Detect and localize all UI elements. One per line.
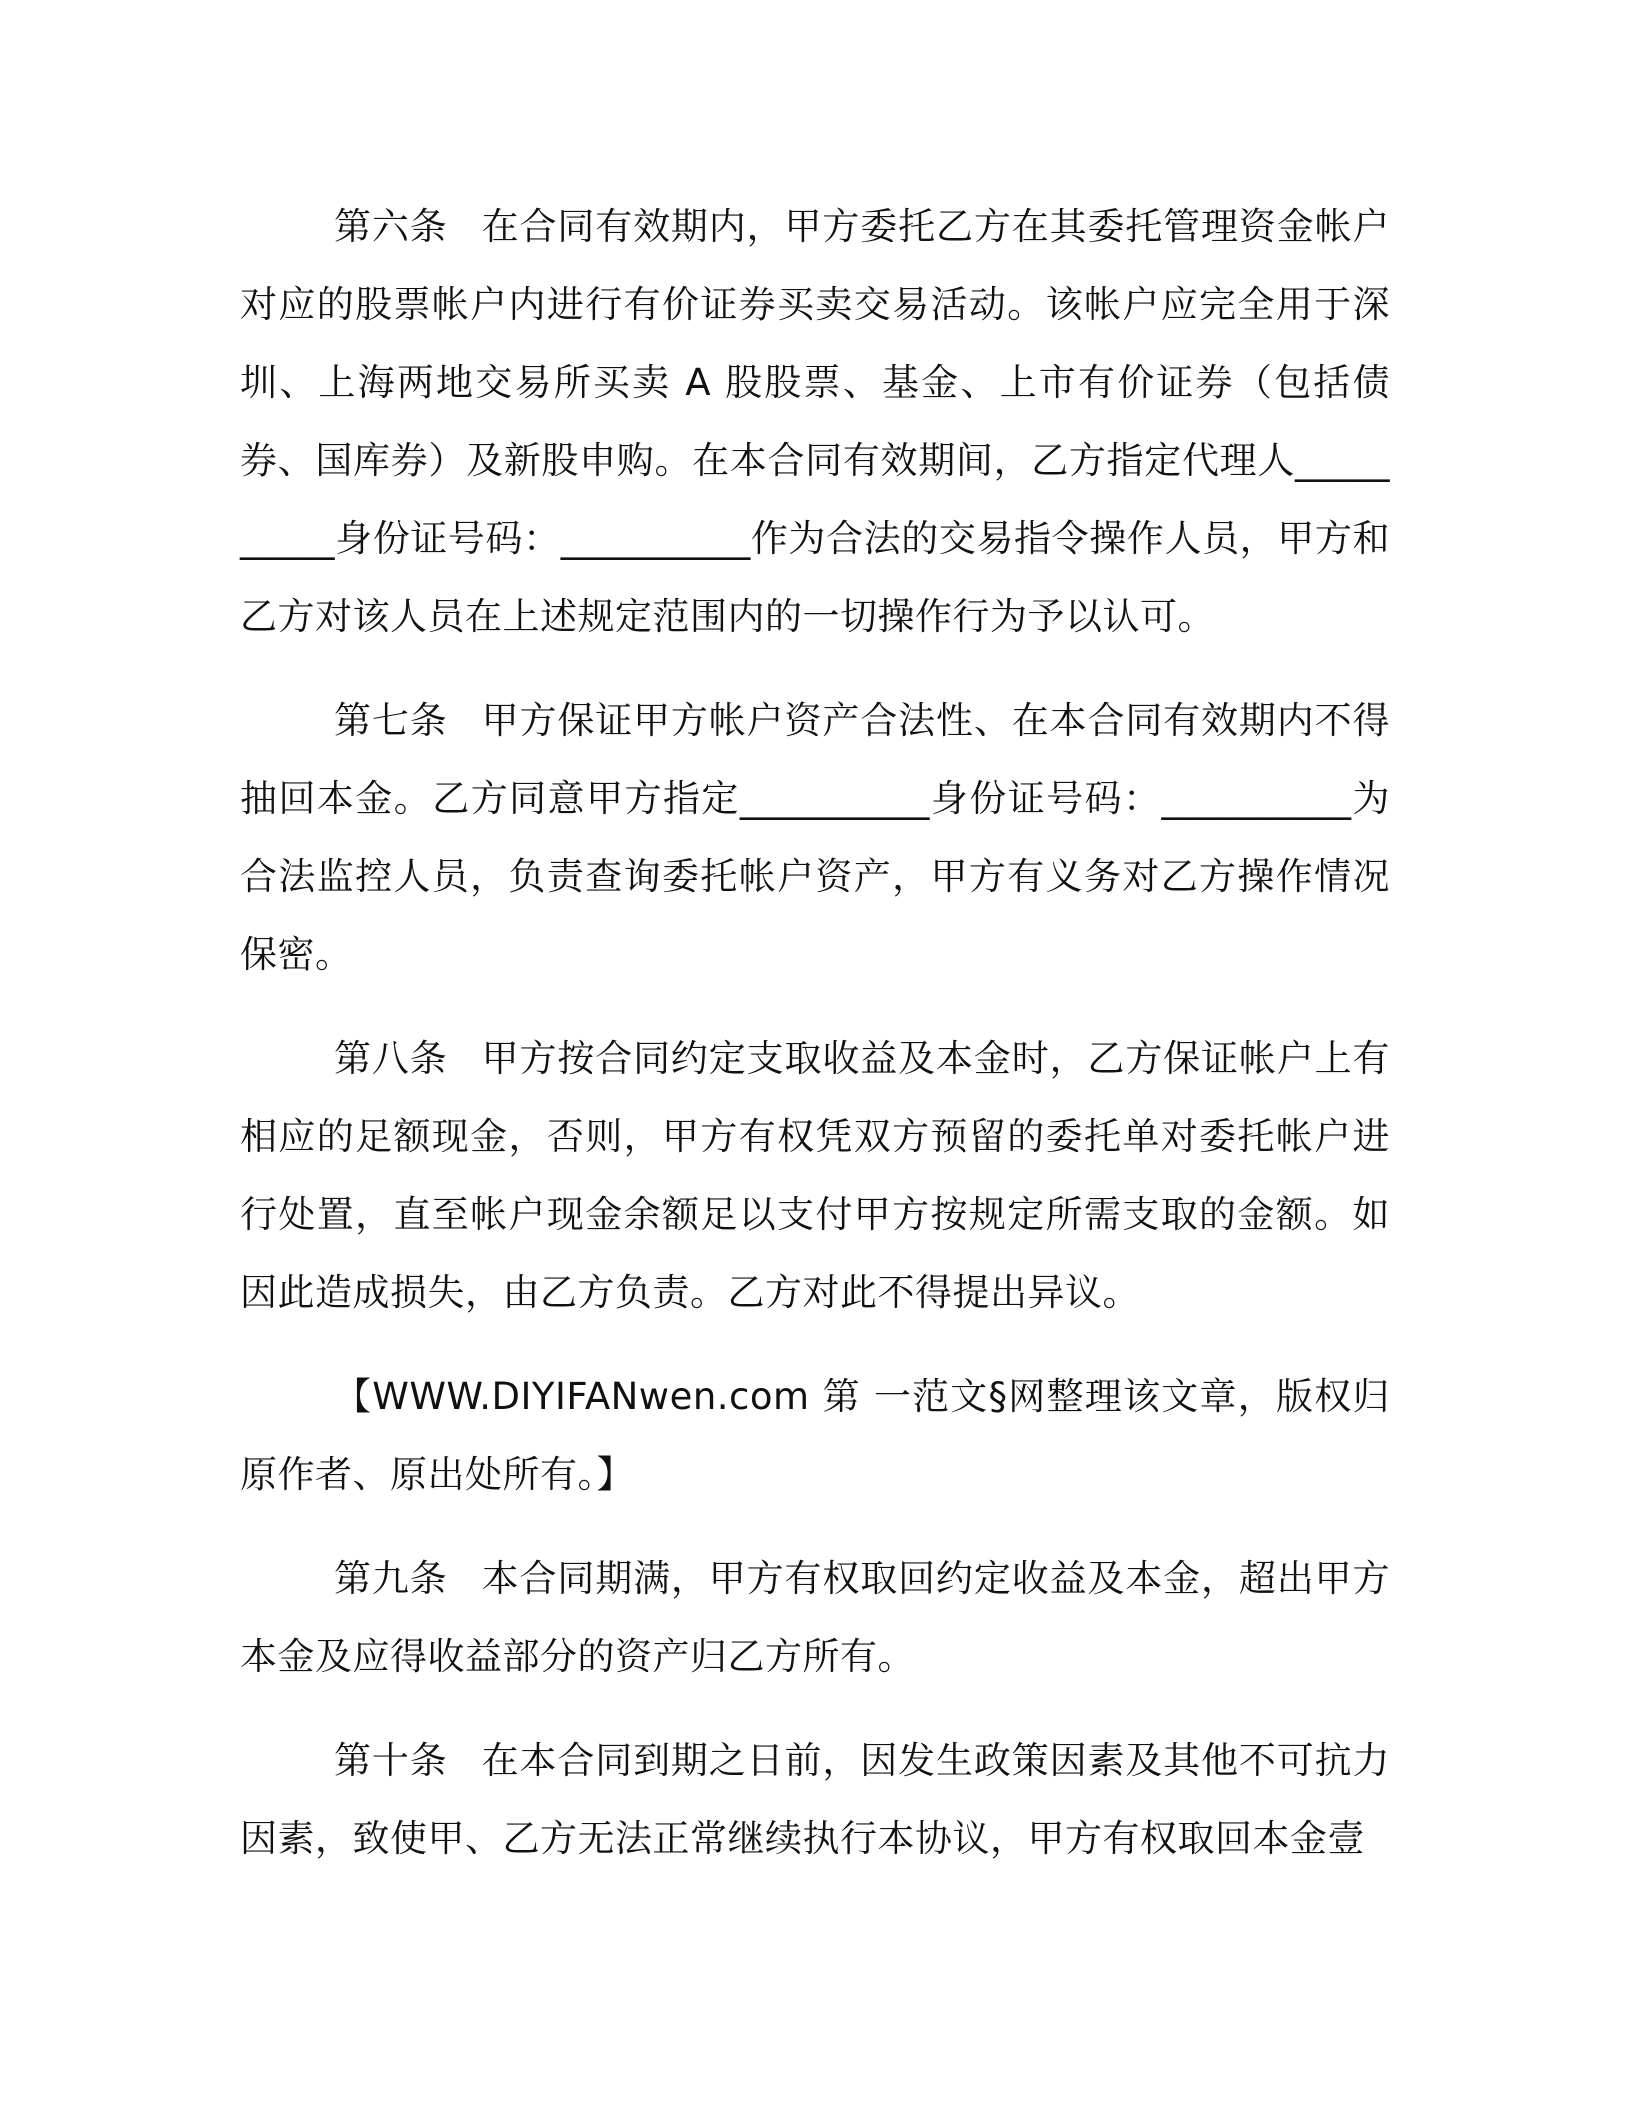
article-number: 第十条 xyxy=(334,1739,448,1782)
article-number: 第六条 xyxy=(334,205,448,248)
article-text: 甲方按合同约定支取收益及本金时，乙方保证帐户上有相应的足额现金，否则，甲方有权凭双方预留的委托单对委托帐户进行处置，直至帐户现金余额足以支付甲方按规定所需支取的金额。如因此造成损失，由乙方负责。乙方对此不得提出异议。 xyxy=(240,1037,1391,1314)
article-6-paragraph xyxy=(240,188,1390,656)
source-notice-paragraph xyxy=(240,1358,1390,1514)
article-9-paragraph xyxy=(240,1540,1390,1696)
source-notice-text: 【WWW.DIYIFANwen.com 第 一范文§网整理该文章，版权归原作者、原出处所有。】 xyxy=(240,1375,1390,1496)
article-text: 在本合同到期之日前，因发生政策因素及其他不可抗力因素，致使甲、乙方无法正常继续执行本协议，甲方有权取回本金壹 xyxy=(240,1739,1391,1860)
article-7-paragraph xyxy=(240,682,1390,994)
article-number: 第七条 xyxy=(334,699,448,742)
article-text: 甲方保证甲方帐户资产合法性、在本合同有效期内不得抽回本金。乙方同意甲方指定__________身份证号码：__________为合法监控人员，负责查询委托帐户资产，甲方有义务对乙方操作情况保密。 xyxy=(240,699,1391,976)
article-text: 本合同期满，甲方有权取回约定收益及本金，超出甲方本金及应得收益部分的资产归乙方所有。 xyxy=(240,1557,1391,1678)
article-text: 在合同有效期内，甲方委托乙方在其委托管理资金帐户对应的股票帐户内进行有价证券买卖交易活动。该帐户应完全用于深圳、上海两地交易所买卖 A 股股票、基金、上市有价证券（包括债券、国库券）及新股申购。在本合同有效期间，乙方指定代理人__________身份证号码：__________作为合法的交易指令操作人员，甲方和乙方对该人员在上述规定范围内的一切操作行为予以认可。 xyxy=(240,205,1391,638)
article-8-paragraph xyxy=(240,1020,1390,1332)
article-number: 第九条 xyxy=(334,1557,448,1600)
article-number: 第八条 xyxy=(334,1037,448,1080)
document-body xyxy=(240,188,1390,1904)
article-10-paragraph xyxy=(240,1722,1390,1878)
